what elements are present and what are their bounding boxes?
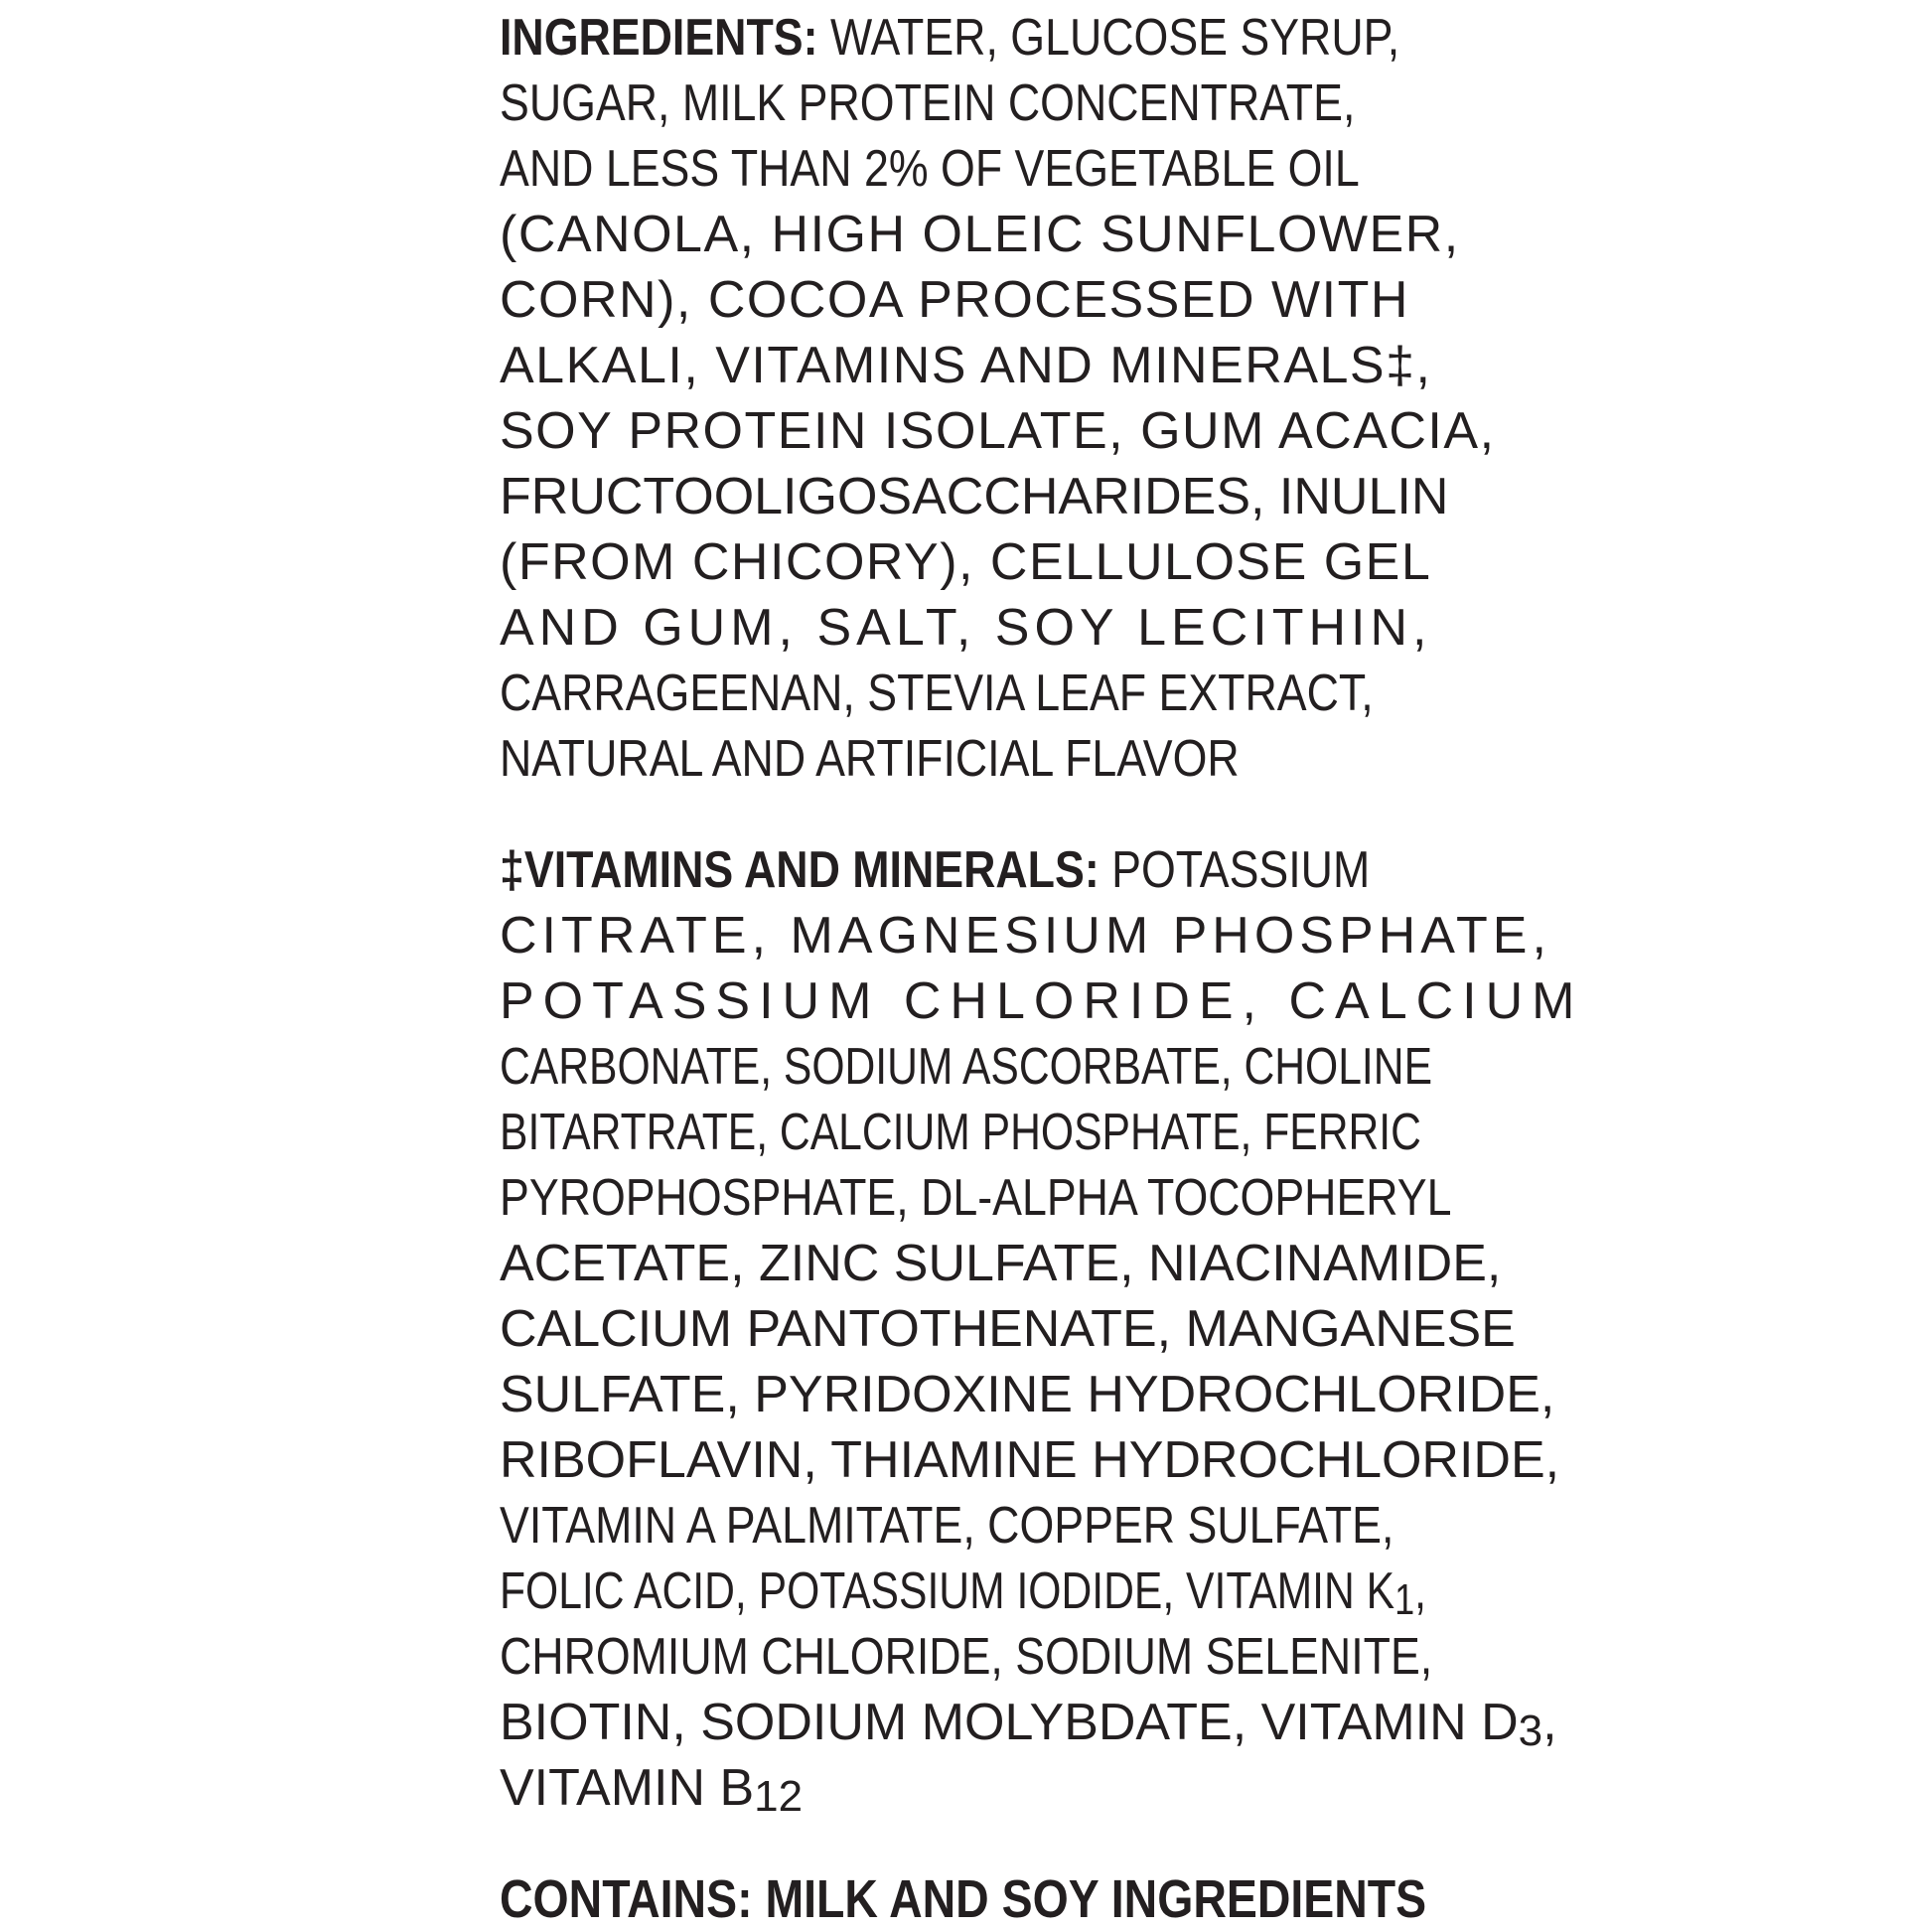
vitamins-text: POTASSIUM — [1111, 841, 1371, 899]
vitamins-line: CHROMIUM CHLORIDE, SODIUM SELENITE, — [500, 1628, 1433, 1686]
ingredients-line: SOY PROTEIN ISOLATE, GUM ACACIA, — [500, 402, 1496, 460]
ingredients-line: (FROM CHICORY), CELLULOSE GEL — [500, 533, 1432, 591]
ingredients-line: (CANOLA, HIGH OLEIC SUNFLOWER, — [500, 206, 1460, 263]
ingredients-line: SUGAR, MILK PROTEIN CONCENTRATE, — [500, 74, 1356, 132]
ingredients-line: AND LESS THAN 2% OF VEGETABLE OIL — [500, 140, 1360, 198]
ingredients-line: ALKALI, VITAMINS AND MINERALS‡, — [500, 337, 1432, 394]
ingredients-line: FRUCTOOLIGOSACCHARIDES, INULIN — [500, 468, 1449, 525]
vitamins-d3-subscript: 3 — [1518, 1707, 1543, 1755]
ingredients-heading: INGREDIENTS: — [500, 9, 818, 67]
vitamins-line: BITARTRATE, CALCIUM PHOSPHATE, FERRIC — [500, 1104, 1421, 1161]
vitamins-line-b12 — [500, 1755, 1417, 1821]
vitamins-line-k1 — [500, 1559, 1427, 1624]
vitamins-d3-text: BIOTIN, SODIUM MOLYBDATE, VITAMIN D — [500, 1694, 1519, 1751]
vitamins-b12-subscript: 12 — [754, 1772, 804, 1821]
vitamins-section — [500, 837, 1584, 1821]
vitamins-line: POTASSIUM CHLORIDE, CALCIUM — [500, 972, 1584, 1030]
vitamins-heading: ‡VITAMINS AND MINERALS: — [500, 841, 1100, 899]
vitamins-line: SULFATE, PYRIDOXINE HYDROCHLORIDE, — [500, 1366, 1555, 1423]
ingredients-line: CARRAGEENAN, STEVIA LEAF EXTRACT, — [500, 665, 1374, 722]
vitamins-line: PYROPHOSPHATE, DL-ALPHA TOCOPHERYL — [500, 1169, 1452, 1227]
vitamins-line: CALCIUM PANTOTHENATE, MANGANESE — [500, 1300, 1516, 1358]
ingredients-line: NATURAL AND ARTIFICIAL FLAVOR — [500, 730, 1240, 788]
vitamins-line-d3 — [500, 1690, 1557, 1755]
ingredients-label — [500, 0, 1584, 1932]
ingredients-line-1 — [500, 5, 1400, 71]
allergen-section — [500, 1866, 1427, 1932]
ingredients-text: WATER, GLUCOSE SYRUP, — [829, 9, 1400, 67]
vitamins-b12-text: VITAMIN B — [500, 1759, 755, 1817]
vitamins-line: ACETATE, ZINC SULFATE, NIACINAMIDE, — [500, 1235, 1502, 1292]
vitamins-line-1 — [500, 837, 1371, 903]
ingredients-section — [500, 0, 1496, 792]
vitamins-d3-comma: , — [1542, 1694, 1557, 1751]
vitamins-k1-text: FOLIC ACID, POTASSIUM IODIDE, VITAMIN K — [500, 1562, 1395, 1620]
vitamins-line: CARBONATE, SODIUM ASCORBATE, CHOLINE — [500, 1038, 1433, 1096]
vitamins-k1-subscript: 1 — [1394, 1575, 1415, 1624]
vitamins-line: VITAMIN A PALMITATE, COPPER SULFATE, — [500, 1497, 1394, 1555]
ingredients-line: CORN), COCOA PROCESSED WITH — [500, 271, 1409, 329]
vitamins-line: CITRATE, MAGNESIUM PHOSPHATE, — [500, 907, 1551, 965]
vitamins-line: RIBOFLAVIN, THIAMINE HYDROCHLORIDE, — [500, 1431, 1560, 1489]
ingredients-line: AND GUM, SALT, SOY LECITHIN, — [500, 599, 1432, 657]
allergen-statement: CONTAINS: MILK AND SOY INGREDIENTS — [500, 1869, 1427, 1929]
vitamins-k1-comma: , — [1414, 1562, 1427, 1620]
